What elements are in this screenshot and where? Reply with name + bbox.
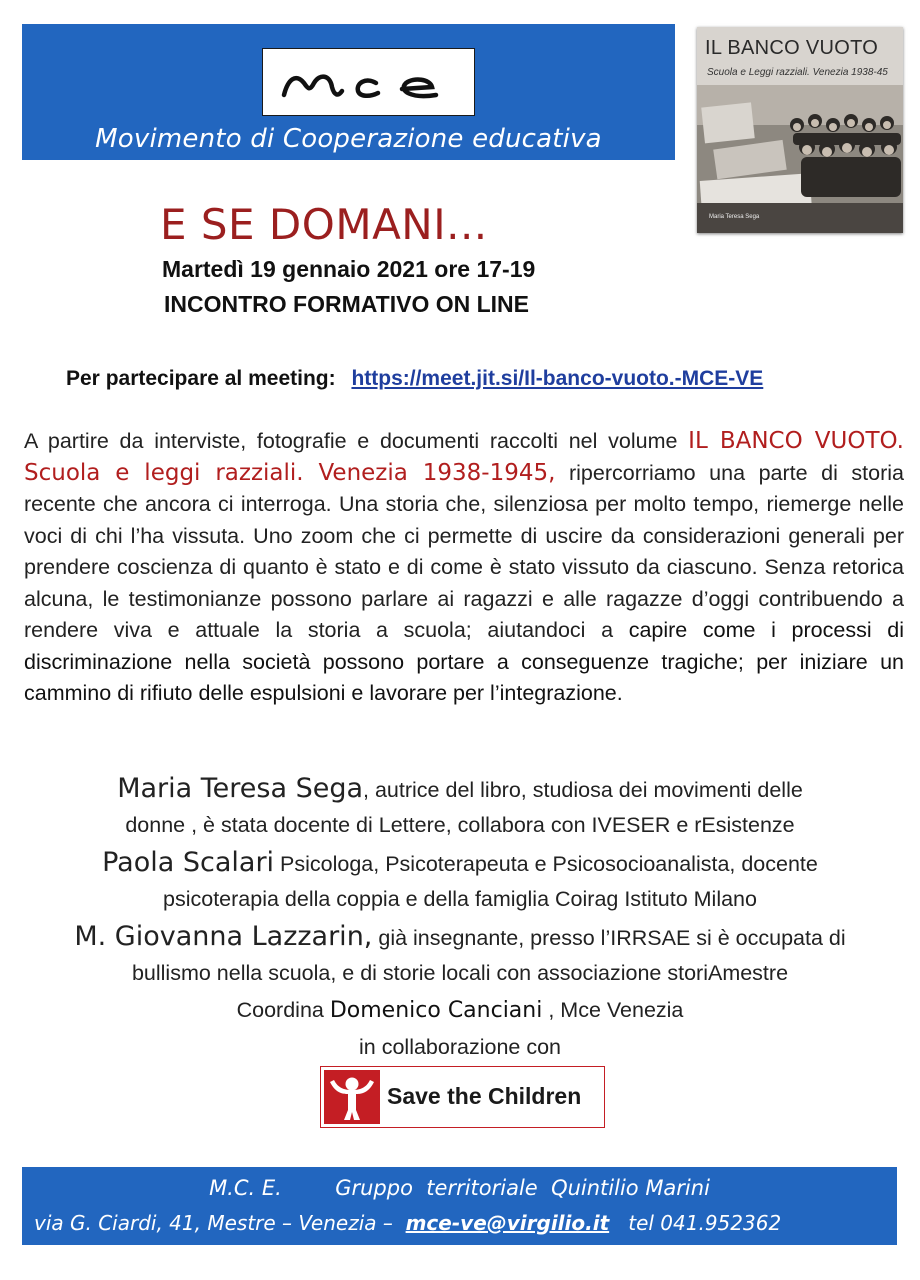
description-text-b: capire come i processi di discriminazione nella società possono portare a conseguenze tragiche; per iniziare un cammino di rifiuto delle espulsioni e lavorare per l’integrazione. [24, 618, 904, 705]
mce-logo-graphic [274, 57, 464, 107]
save-the-children-emblem-icon [324, 1070, 380, 1124]
collaboration-line: in collaborazione con [359, 1035, 561, 1059]
speaker-desc: donne , è stata docente di Lettere, collabora con IVESER e rEsistenze [125, 813, 795, 837]
meeting-label: Per partecipare al meeting: [66, 367, 336, 390]
speaker-3-line1 [0, 918, 920, 955]
meeting-line [66, 367, 763, 391]
book-cover-image [697, 27, 903, 233]
speaker-desc: Psicologa, Psicoterapeuta e Psicosocioanalista, docente [274, 852, 818, 876]
book-reference: IL BANCO VUOTO. Scuola e leggi razziali. Venezia 1938-1945, [24, 428, 904, 486]
moderator-prefix: Coordina [236, 998, 330, 1022]
speaker-2-line1 [0, 844, 920, 881]
speaker-desc: già insegnante, presso l’IRRSAE si è occupata di [372, 926, 846, 950]
mce-logo [262, 48, 475, 116]
speaker-name: Maria Teresa Sega [117, 773, 364, 804]
book-cover-author: Maria Teresa Sega [709, 214, 760, 220]
moderator-suffix: , Mce Venezia [542, 998, 684, 1022]
footer-phone: tel 041.952362 [609, 1211, 782, 1235]
description-paragraph [24, 426, 904, 710]
speaker-1-line1 [0, 770, 920, 807]
event-format: INCONTRO FORMATIVO ON LINE [164, 291, 530, 317]
speaker-3-line2 [0, 955, 920, 992]
org-name: Movimento di Cooperazione educativa [95, 124, 602, 154]
footer-banner [22, 1167, 897, 1245]
moderator-name: Domenico Canciani [329, 998, 543, 1023]
speaker-name: M. Giovanna Lazzarin, [74, 921, 373, 952]
description-intro: A partire da interviste, fotografie e documenti raccolti nel volume [24, 429, 689, 453]
partner-name: Save the Children [387, 1083, 582, 1109]
speaker-desc: , autrice del libro, studiosa dei movimenti delle [363, 778, 803, 802]
footer-group-name: M.C. E. Gruppo territoriale Quintilio Marini [209, 1176, 710, 1200]
save-the-children-logo [320, 1066, 605, 1128]
footer-address: via G. Ciardi, 41, Mestre – Venezia – [34, 1211, 406, 1235]
book-cover-title: IL BANCO VUOTO [705, 37, 879, 59]
speaker-2-line2 [0, 881, 920, 918]
speaker-desc: psicoterapia della coppia e della famiglia Coirag Istituto Milano [163, 887, 757, 911]
description-text-a: ripercorriamo una parte di storia recente che ancora ci interroga. Una storia che, silenziosa per molto tempo, riemerge nelle voci di chi l’ha vissuta. Uno zoom che ci permette di uscire da considerazioni generali per prendere coscienza di quanto è stato e di come è stato vissuto da ciascuno. Senza retorica alcuna, le testimonianze possono parlare ai ragazzi e alle ragazze d’oggi contribuendo a rendere viva e attuale la storia a scuola; aiutandoci a [24, 460, 904, 642]
speaker-1-line2 [0, 807, 920, 844]
speaker-name: Paola Scalari [102, 847, 275, 878]
speakers-section [0, 770, 920, 1066]
footer-email-link[interactable]: mce-ve@virgilio.it [405, 1211, 610, 1235]
classroom-photo [697, 85, 903, 233]
meeting-link[interactable]: https://meet.jit.si/Il-banco-vuoto.-MCE-VE [351, 367, 764, 390]
header-banner [22, 24, 675, 160]
speaker-desc: bullismo nella scuola, e di storie locali con associazione storiAmestre [131, 961, 789, 985]
moderator-line [0, 992, 920, 1029]
event-date: Martedì 19 gennaio 2021 ore 17-19 [162, 256, 536, 282]
event-title: E SE DOMANI... [160, 200, 488, 249]
book-cover-subtitle: Scuola e Leggi razziali. Venezia 1938-45 [707, 67, 888, 78]
footer-contact-line [34, 1211, 781, 1235]
